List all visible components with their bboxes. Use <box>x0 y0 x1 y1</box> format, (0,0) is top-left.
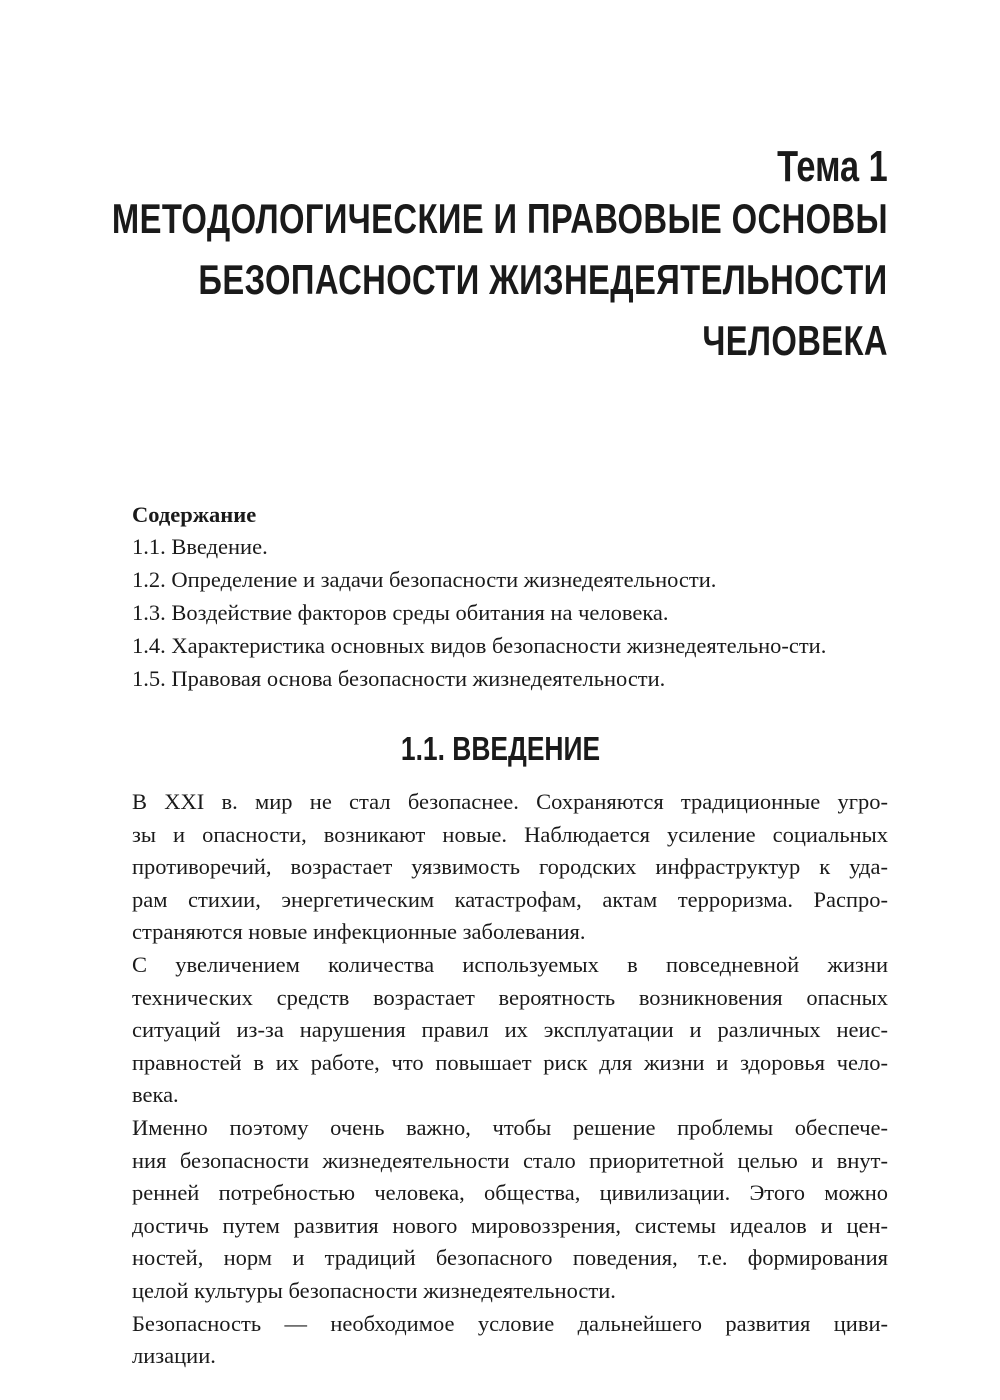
paragraph-line: ностей, норм и традиций безопасного поведения, т.е. формирования <box>132 1245 888 1271</box>
paragraph-line: ния безопасности жизнедеятельности стало приоритетной целью и внут- <box>132 1147 888 1173</box>
paragraph-line: противоречий, возрастает уязвимость городских инфраструктур к уда- <box>132 854 888 880</box>
paragraph-line: технических средств возрастает вероятность возникновения опасных <box>132 984 888 1010</box>
body-text <box>132 786 888 1373</box>
contents-title: Содержание <box>132 502 257 527</box>
paragraph-line: целой культуры безопасности жизнедеятельности. <box>132 1277 616 1303</box>
paragraph-line: Именно поэтому очень важно, чтобы решение проблемы обеспече- <box>132 1114 888 1140</box>
paragraph-line: страняются новые инфекционные заболевания. <box>132 919 586 945</box>
paragraph-line: века. <box>132 1082 179 1108</box>
paragraph-line: С увеличением количества используемых в повседневной жизни <box>132 951 888 977</box>
paragraph <box>132 949 888 1112</box>
contents-item: 1.2. Определение и задачи безопасности жизнедеятельности. <box>132 567 717 592</box>
paragraph-line: рам стихии, энергетическим катастрофам, актам терроризма. Распро- <box>132 886 888 912</box>
paragraph <box>132 1308 888 1373</box>
chapter-title-line: МЕТОДОЛОГИЧЕСКИЕ И ПРАВОВЫЕ ОСНОВЫ <box>111 195 888 242</box>
section-heading: 1.1. ВВЕДЕНИЕ <box>400 730 600 767</box>
chapter-title-line: БЕЗОПАСНОСТИ ЖИЗНЕДЕЯТЕЛЬНОСТИ <box>198 256 888 303</box>
table-of-contents <box>132 500 892 695</box>
paragraph-line: Безопасность — необходимое условие дальнейшего развития циви- <box>132 1310 888 1336</box>
theme-label: Тема 1 <box>777 142 888 191</box>
paragraph-line: зы и опасности, возникают новые. Наблюдается усиление социальных <box>132 821 888 847</box>
section-heading-wrap <box>0 730 1000 768</box>
chapter-title-line: ЧЕЛОВЕКА <box>702 317 888 364</box>
contents-item: 1.4. Характеристика основных видов безопасности жизнедеятельно-сти. <box>132 633 827 658</box>
paragraph <box>132 786 888 949</box>
paragraph-line: достичь путем развития нового мировоззрения, системы идеалов и цен- <box>132 1212 888 1238</box>
paragraph-line: В XXI в. мир не стал безопаснее. Сохраняются традиционные угро- <box>132 789 888 814</box>
contents-item: 1.1. Введение. <box>132 534 268 559</box>
paragraph-line: ситуаций из-за нарушения правил их эксплуатации и различных неис- <box>132 1017 888 1043</box>
paragraph <box>132 1112 888 1308</box>
paragraph-line: правностей в их работе, что повышает риск для жизни и здоровья чело- <box>132 1049 888 1075</box>
contents-item: 1.5. Правовая основа безопасности жизнедеятельности. <box>132 666 666 691</box>
paragraph-line: лизации. <box>132 1343 216 1369</box>
paragraph-line: ренней потребностью человека, общества, цивилизации. Этого можно <box>132 1180 888 1206</box>
contents-item: 1.3. Воздействие факторов среды обитания на человека. <box>132 600 669 625</box>
